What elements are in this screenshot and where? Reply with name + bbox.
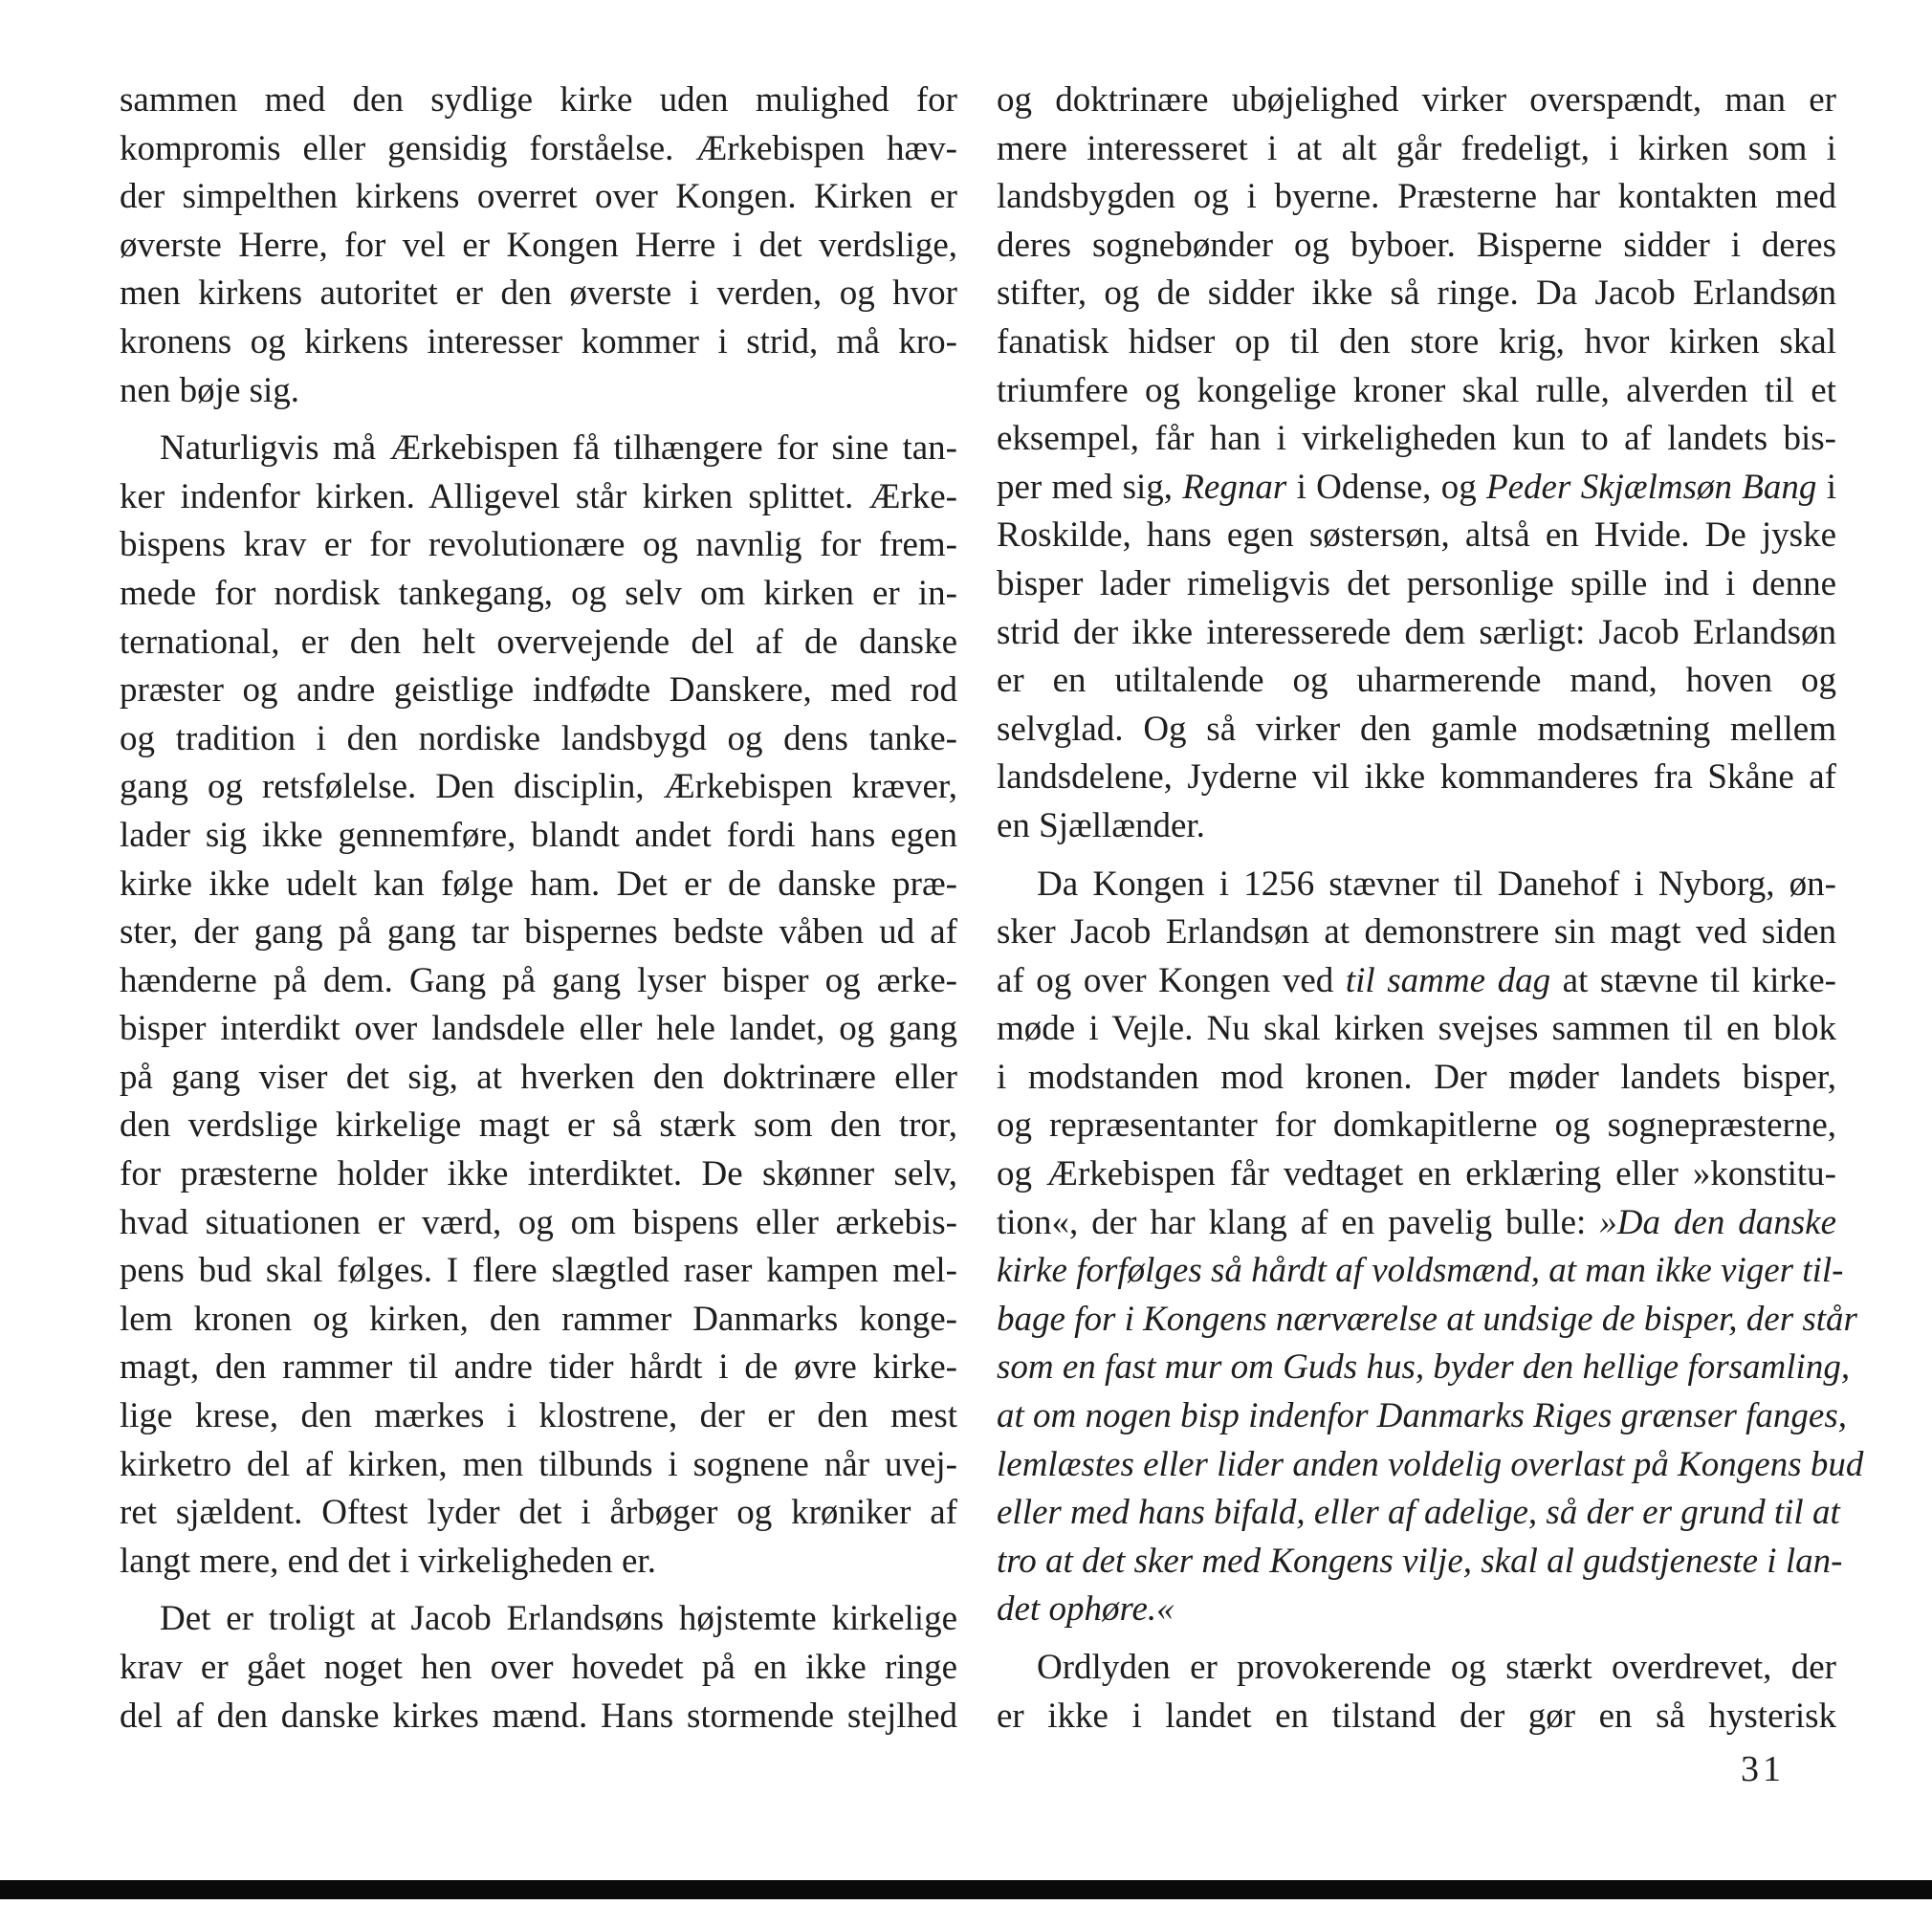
text-line: er en utiltalende og uharmerende mand, hoven og [997, 661, 1836, 701]
page-number: 31 [1741, 1749, 1785, 1789]
text-line: ker indenfor kirken. Alligevel står kirken splittet. Ærke- [120, 476, 957, 516]
text-line: ster, der gang på gang tar bispernes bedste våben ud af [120, 912, 957, 952]
text-line: triumfere og kongelige kroner skal rulle, alverden til et [997, 370, 1836, 410]
text-line: præster og andre geistlige indfødte Danskere, med rod [120, 670, 957, 711]
text-line: kirketro del af kirken, men tilbunds i sognene når uvej- [120, 1444, 957, 1484]
text-line: øverste Herre, for vel er Kongen Herre i det verdslige, [120, 225, 957, 265]
text-line [997, 1199, 1836, 1248]
text-line: på gang viser det sig, at hverken den doktrinære eller [120, 1057, 957, 1097]
text-line: og tradition i den nordiske landsbygd og dens tanke- [120, 718, 957, 758]
text-segment: af og over Kongen ved [997, 960, 1346, 1000]
text-line: en Sjællænder. [997, 805, 1205, 845]
text-line: Naturligvis må Ærkebispen få tilhængere for sine tan- [160, 428, 957, 469]
text-line: Ordlyden er provokerende og stærkt overdrevet, der [1037, 1648, 1836, 1687]
text-line: del af den danske kirkes mænd. Hans stormende stejlhed [120, 1696, 957, 1736]
text-line: fanatisk hidser op til den store krig, hvor kirken skal [997, 321, 1836, 361]
text-line: hvad situationen er værd, og om bispens eller ærkebis- [120, 1202, 957, 1242]
text-line: lige krese, den mærkes i klostrene, der er den mest [120, 1396, 957, 1436]
text-line: langt mere, end det i virkeligheden er. [120, 1541, 656, 1581]
text-line: mere interesseret i at alt går fredeligt, i kirken som i [997, 128, 1836, 168]
bottom-edge-rule [0, 1880, 1932, 1899]
text-line: hænderne på dem. Gang på gang lyser bisper og ærke- [120, 960, 957, 1000]
text-segment: tion«, der har klang af en pavelig bulle: [997, 1202, 1600, 1242]
text-line: ternational, er den helt overvejende del af de danske [120, 622, 957, 662]
text-line: gang og retsfølelse. Den disciplin, Ærkebispen kræver, [120, 767, 957, 807]
text-line: bisper interdikt over landsdele eller hele landet, og gang [120, 1009, 957, 1049]
text-line: lemlæstes eller lider anden voldelig overlast på Kongens bud [997, 1444, 1864, 1484]
text-line: kompromis eller gensidig forståelse. Ærkebispen hæv- [120, 128, 957, 168]
name-regnar: Regnar [1182, 467, 1287, 507]
text-line: mede for nordisk tankegang, og selv om kirken er in- [120, 573, 957, 613]
right-text-column [997, 77, 1864, 1741]
text-line: Da Kongen i 1256 stævner til Danehof i Nyborg, øn- [1037, 864, 1836, 904]
text-line: der simpelthen kirkens overret over Kongen. Kirken er [120, 177, 957, 217]
text-line: nen bøje sig. [120, 370, 300, 410]
text-line: strid der ikke interesserede dem særligt: Jacob Erlandsøn [997, 612, 1836, 652]
text-line: eksempel, får han i virkeligheden kun to af landets bis- [997, 419, 1836, 459]
text-line: bage for i Kongens nærværelse at undsige de bisper, der står [997, 1299, 1857, 1339]
text-line: krav er gået noget hen over hovedet på en ikke ringe [120, 1648, 957, 1687]
text-line: ret sjældent. Oftest lyder det i årbøger og krøniker af [120, 1493, 957, 1533]
text-line: den verdslige kirkelige magt er så stærk som den tror, [120, 1106, 957, 1146]
text-line: selvglad. Og så virker den gamle modsætning mellem [997, 709, 1836, 749]
text-line: magt, den rammer til andre tider hårdt i de øvre kirke- [120, 1347, 957, 1388]
text-line: Det er troligt at Jacob Erlandsøns højstemte kirkelige [160, 1599, 957, 1639]
text-line: eller med hans bifald, eller af adelige, så der er grund til at [997, 1493, 1840, 1533]
text-line: deres sognebønder og byboer. Bisperne sidder i deres [997, 225, 1836, 265]
italic-phrase: til samme dag [1345, 960, 1551, 1000]
text-line: sker Jacob Erlandsøn at demonstrere sin magt ved siden [997, 912, 1836, 952]
text-line: pens bud skal følges. I flere slægtled raser kampen mel- [120, 1251, 957, 1291]
text-line: og Ærkebispen får vedtaget en erklæring eller »konstitu- [997, 1154, 1836, 1194]
text-line: stifter, og de sidder ikke så ringe. Da Jacob Erlandsøn [997, 274, 1836, 314]
text-line: kirke ikke udelt kan følge ham. Det er de danske præ- [120, 864, 957, 904]
text-segment: i Odense, og [1286, 467, 1487, 507]
text-line [997, 957, 1836, 1006]
text-line: landsbygden og i byerne. Præsterne har kontakten med [997, 177, 1836, 217]
text-line: at om nogen bisp indenfor Danmarks Riges grænser fanges, [997, 1396, 1847, 1436]
text-line: lem kronen og kirken, den rammer Danmarks konge- [120, 1299, 957, 1339]
text-line: møde i Vejle. Nu skal kirken svejses sammen til en blok [997, 1009, 1836, 1049]
paragraph [120, 1595, 957, 1741]
text-line: for præsterne holder ikke interdiktet. De skønner selv, [120, 1154, 957, 1194]
text-line: det ophøre.« [997, 1589, 1175, 1630]
text-line: sammen med den sydlige kirke uden mulighed for [120, 80, 957, 120]
name-peder-skjaelmson-bang: Peder Skjælmsøn Bang [1486, 467, 1817, 507]
text-line: men kirkens autoritet er den øverste i verden, og hvor [120, 274, 957, 314]
quote-start: »Da den danske [1599, 1202, 1836, 1242]
text-line: kirke forfølges så hårdt af voldsmænd, at man ikke viger til- [997, 1251, 1844, 1291]
paragraph [120, 77, 957, 415]
paragraph [120, 425, 957, 1586]
text-segment: at stævne til kirke- [1550, 960, 1836, 1000]
text-line: bisper lader rimeligvis det personlige spille ind i denne [997, 563, 1836, 603]
text-line: lader sig ikke gennemføre, blandt andet fordi hans egen [120, 815, 957, 855]
text-line: landsdelene, Jyderne vil ikke kommanderes fra Skåne af [997, 757, 1836, 798]
text-line: og doktrinære ubøjelighed virker overspændt, man er [997, 80, 1836, 120]
text-line: tro at det sker med Kongens vilje, skal al gudstjeneste i lan- [997, 1541, 1843, 1581]
text-line: som en fast mur om Guds hus, byder den hellige forsamling, [997, 1347, 1851, 1388]
text-line: i modstanden mod kronen. Der møder landets bisper, [997, 1057, 1836, 1097]
text-line [997, 464, 1836, 513]
text-segment: per med sig, [997, 467, 1183, 507]
text-segment: i [1816, 467, 1837, 507]
text-line: kronens og kirkens interesser kommer i strid, må kro- [120, 321, 957, 361]
text-line: er ikke i landet en tilstand der gør en så hysterisk [997, 1696, 1836, 1736]
text-line: Roskilde, hans egen søstersøn, altså en Hvide. De jyske [997, 515, 1836, 556]
left-text-column [120, 77, 957, 1741]
text-line: og repræsentanter for domkapitlerne og sognepræsterne, [997, 1106, 1836, 1146]
text-line: bispens krav er for revolutionære og navnlig for frem- [120, 525, 957, 565]
